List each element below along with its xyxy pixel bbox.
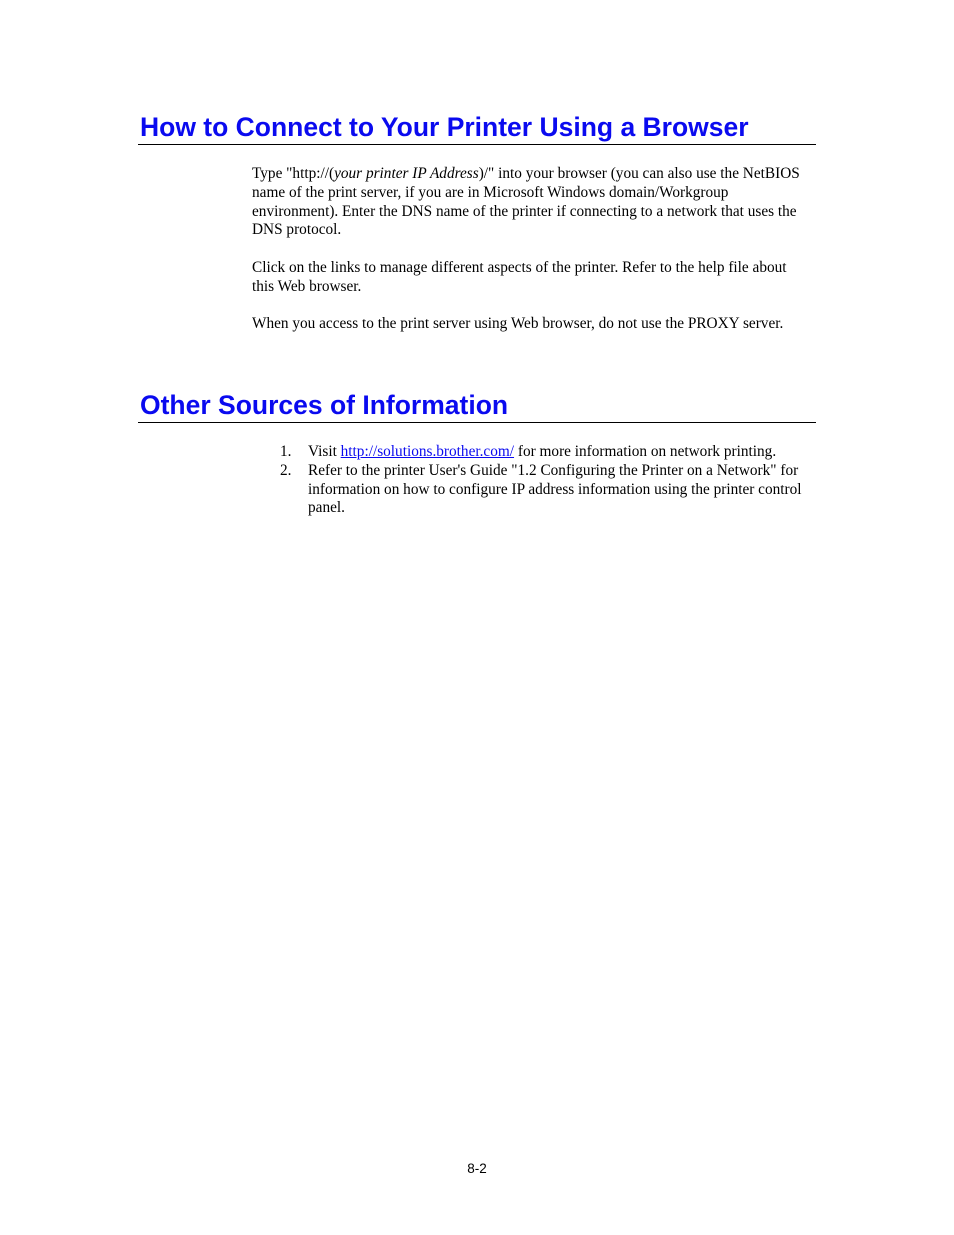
list-item-number: 2. xyxy=(280,461,292,479)
section-heading-browser-connect: How to Connect to Your Printer Using a Browser xyxy=(138,110,816,145)
list-item xyxy=(252,462,816,518)
paragraph-manage-links: Click on the links to manage different aspects of the printer. Refer to the help file about this Web browser. xyxy=(252,259,787,295)
solutions-brother-link[interactable]: http://solutions.brother.com/ xyxy=(340,443,515,460)
list-item-text-after: for more information on network printing. xyxy=(514,443,777,460)
paragraph-proxy-note: When you access to the print server using Web browser, do not use the PROXY server. xyxy=(252,315,784,332)
section-heading-other-sources: Other Sources of Information xyxy=(138,388,816,423)
page-number: 8-2 xyxy=(467,1161,487,1176)
list-item xyxy=(252,443,816,462)
paragraph-text-before: Type "http://( xyxy=(252,165,335,182)
paragraph-text-after: )/" into your browser (you can also use the NetBIOS name of the print server, if you are in Microsoft Windows domain/Workgroup environment). Enter the DNS name of the printer if connecting to a network that uses the DNS protocol. xyxy=(252,165,800,239)
list-item-text-before: Visit xyxy=(308,443,341,460)
paragraph-type-address xyxy=(252,165,812,240)
ip-address-placeholder-text: your printer IP Address xyxy=(334,165,479,182)
list-item-text: Refer to the printer User's Guide "1.2 Configuring the Printer on a Network" for information on how to configure IP address information using the printer control panel. xyxy=(308,461,802,517)
sources-list xyxy=(252,443,816,518)
list-item-number: 1. xyxy=(280,443,292,460)
